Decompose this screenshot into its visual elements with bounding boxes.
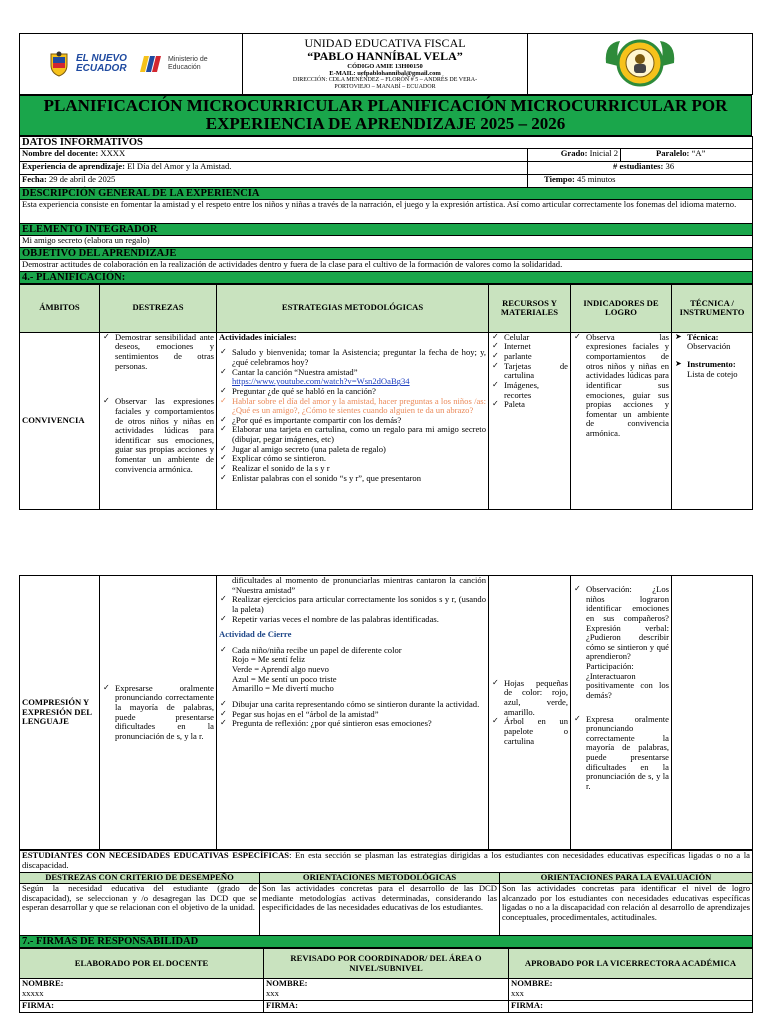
planning-page-1 [19,33,752,510]
title-table [19,95,752,136]
fecha-row [20,174,528,187]
cierre-heading: Actividad de Cierre [219,629,292,640]
instrumento-item [674,360,750,379]
nombre-label: NOMBRE: [22,978,64,989]
nombre-value: xxxxx [22,987,44,998]
cierre-color-verde: Verde = Aprendí algo nuevo [232,664,329,674]
school-type: UNIDAD EDUCATIVA FISCAL [304,35,466,50]
estrategia-item: ✓ Jugar al amigo secreto (una paleta de regalo) [219,445,486,455]
estrategia-item: ✓ Enlistar palabras con el sonido “s y r”, que presentaron [219,474,486,484]
estrategia-continuation: dificultades al momento de pronunciarlas mientras cantaron la canción “Nuestra amistad” [232,575,486,595]
logo-ecuador-text: EL NUEVO ECUADOR [76,53,127,74]
estrategias-convivencia [217,332,489,509]
planificacion-header-row [20,284,753,332]
fecha-label: Fecha: [22,173,47,184]
cierre-color-rojo: Rojo = Me sentí feliz [232,654,306,665]
school-seal-cell [528,34,753,95]
col-recursos: RECURSOS Y MATERIALES [489,284,571,332]
docente-row [20,148,528,161]
tecnica-value: Observación [687,341,731,352]
estrategia-item: ✓ Pregunta de reflexión: ¿por qué sintieron esas emociones? [219,719,486,729]
estrategias-lenguaje [217,576,489,850]
estrategia-item-highlight: ✓ Hablar sobre el día del amor y la amistad, hacer preguntas a los niños /as: ¿Qué es un amigo?, ¿Cómo te sientes cuando alguien te da un abrazo? [219,397,486,416]
col-tecnica: TÉCNICA / INSTRUMENTO [672,284,753,332]
nee-col-evaluacion: ORIENTACIONES PARA LA EVALUACIÓN [500,873,753,884]
paralelo-value: “A” [691,147,706,158]
experiencia-value: El Día del Amor y la Amistad. [127,160,232,171]
planning-page-2 [19,575,752,1013]
estrategia-item: ✓ Dibujar una carita representando cómo se sintieron durante la actividad. [219,700,486,710]
estrategia-item [219,368,486,387]
recurso-item: ✓ Paleta [491,400,568,410]
tecnica-convivencia [672,332,753,509]
nee-text-destrezas: Según la necesidad educativa del estudiante (grado de discapacidad), se seleccionan y /o desagregan las DCD que se esperan desarrollar y que se relacionan con el objetivo de la unidad. [20,884,260,936]
firmas-heading: 7.- FIRMAS DE RESPONSABILIDAD [20,936,753,948]
estrategia-item: ✓ ¿Por qué es importante compartir con los demás? [219,416,486,426]
recurso-item: ✓ Imágenes, recortes [491,381,568,400]
indicadores-convivencia [571,332,672,509]
cierre-intro: ✓ Cada niño/niña recibe un papel de diferente color [232,644,402,655]
recurso-item: ✓ parlante [491,352,568,362]
header-table [19,33,753,95]
planificacion-row-convivencia [20,332,753,509]
experiencia-row [20,161,528,174]
datos-heading: DATOS INFORMATIVOS [20,136,753,148]
recurso-item: ✓ Celular [491,333,568,343]
docente-value: XXXX [100,147,126,158]
docente-label: Nombre del docente: [22,147,99,158]
estudiantes-cell [528,161,753,174]
school-seal-icon [600,37,680,89]
grado-value: Inicial 2 [589,147,618,158]
indicador-item: ✓ Observa las expresiones faciales y comportamientos de otros niños y niñas en actividades lúdicas para identificar sus emociones, guiar sus propias acciones y fomentar un ambiente de convivencia armónica. [573,333,669,439]
firma-col-vicerrectora: APROBADO POR LA VICERRECTORA ACADÉMICA [509,949,753,979]
tiempo-cell [528,174,753,187]
tiempo-label: Tiempo: [544,173,575,184]
destrezas-convivencia [100,332,217,509]
school-name: “PABLO HANNÍBAL VELA” [307,48,463,63]
destreza-item: ✓ Observar las expresiones faciales y comportamientos de otros niños y niñas en actividades lúdicas para identificar sus emociones, guiar sus propias acciones y fomentar un ambiente de convivencia armónica. [102,397,214,474]
recurso-item: ✓ Árbol en un papelote o cartulina [491,717,568,746]
ministry-logo-cell [20,34,243,95]
school-info-cell [243,34,528,95]
recurso-item: ✓ Internet [491,342,568,352]
ambito-convivencia: CONVIVENCIA [20,332,100,509]
school-amie: CÓDIGO AMIE 13H00150 [347,62,423,70]
planificacion-heading: 4.- PLANIFICACIÓN: [20,271,753,283]
estrategia-item: ✓ Saludo y bienvenida; tomar la Asistencia; preguntar la fecha de hoy; y, ¿qué celebramos hoy? [219,348,486,367]
grado-cell [528,148,621,161]
objetivo-heading: OBJETIVO DEL APRENDIZAJE [20,247,753,259]
paralelo-label: Paralelo: [656,147,690,158]
nee-col-orientaciones: ORIENTACIONES METODOLÓGICAS [260,873,500,884]
estrategia-item: ✓ Repetir varias veces el nombre de las palabras identificadas. [219,615,486,625]
nee-heading [20,851,753,873]
estrategia-item: ✓ Explicar cómo se sintieron. [219,454,486,464]
ambito-lenguaje: COMPRESIÓN Y EXPRESIÓN DEL LENGUAJE [20,576,100,850]
cierre-color-amarillo: Amarillo = Me divertí mucho [232,683,334,694]
ministry-text: Ministerio de Educación [168,55,208,71]
nee-table [19,850,753,948]
estrategia-item: ✓ Elaborar una tarjeta en cartulina, como un regalo para mi amigo secreto (dibujar, pegar imágenes, etc) [219,425,486,444]
tecnica-lenguaje [672,576,753,850]
estudiantes-label: # estudiantes: [613,160,664,171]
estudiantes-value: 36 [665,160,675,171]
firmas-table [19,948,753,1013]
indicadores-lenguaje [571,576,672,850]
nombre-value: xxx [511,987,524,998]
destreza-item: ✓ Demostrar sensibilidad ante deseos, emociones y sentimientos de otras personas. [102,333,214,372]
youtube-link[interactable]: https://www.youtube.com/watch?v=Wsn2dOaBg34 [232,376,410,387]
firma-col-docente: ELABORADO POR EL DOCENTE [20,949,264,979]
recurso-item: ✓ Hojas pequeñas de color: rojo, azul, verde, amarillo. [491,679,568,718]
elemento-text: Mi amigo secreto (elabora un regalo) [20,235,753,247]
nombre-label: NOMBRE: [511,978,553,989]
nee-text-orientaciones: Son las actividades concretas para el desarrollo de las DCD mediante metodologías activas determinadas, considerando las especificidades de las necesidades educativas de los estudiantes. [260,884,500,936]
firma-label-coordinador: FIRMA: [264,1001,509,1013]
ministry-logo [22,51,240,77]
indicador-item: ✓ Observación: ¿Los niños lograron identificar emociones en sus compañeros? Expresión verbal: ¿Pudieron describir cómo se sintieron y qué aprendieron? Participación: ¿Interactuaron positivamente con los demás? [573,585,669,701]
ecuador-coat-of-arms-icon [48,51,70,77]
firma-nombre-vicerrectora [509,979,753,1001]
firma-col-coordinador: REVISADO POR COORDINADOR/ DEL ÁREA O NIVEL/SUBNIVEL [264,949,509,979]
recursos-convivencia [489,332,571,509]
recursos-lenguaje [489,576,571,850]
nee-heading-bold: ESTUDIANTES CON NECESIDADES EDUCATIVAS ESPECÍFICAS [22,850,290,860]
firma-label-docente: FIRMA: [20,1001,264,1013]
descripcion-text: Esta experiencia consiste en fomentar la amistad y el respeto entre los niños y niñas a través de la narración, el juego y la expresión artística. Así como articular correctamente los fonemas del idioma materno. [20,199,753,223]
col-destrezas: DESTREZAS [100,284,217,332]
descripcion-heading: DESCRIPCIÓN GENERAL DE LA EXPERIENCIA [20,187,753,199]
fecha-value: 29 de abril de 2025 [48,173,116,184]
song-text: Cantar la canción “Nuestra amistad” [232,366,358,377]
grado-label: Grado: [560,147,588,158]
datos-informativos-table [19,136,753,284]
estrategia-item: ✓ Realizar ejercicios para articular correctamente los sonidos s y r, (usando la paleta) [219,595,486,614]
estrategia-item: ✓ Pegar sus hojas en el “árbol de la amistad” [219,710,486,720]
estrategia-item: ✓ Realizar el sonido de la s y r [219,464,486,474]
experiencia-label: Experiencia de aprendizaje: [22,160,125,171]
nombre-value: xxx [266,987,279,998]
elemento-heading: ELEMENTO INTEGRADOR [20,223,753,235]
recurso-item: ✓ Tarjetas de cartulina [491,362,568,381]
actividades-iniciales-heading: Actividades iniciales: [219,331,297,342]
nee-heading-text: : En esta sección se plasman las estrategias dirigidas a los estudiantes con necesidades educativas específicas ligadas o no a la discapacidad. [22,850,750,870]
destrezas-lenguaje [100,576,217,850]
cierre-item [219,646,486,694]
planificacion-table-continued [19,575,753,850]
nee-text-evaluacion: Son las actividades concretas para identificar el nivel de logro alcanzado por los estudiantes con necesidades educativas específicas ligadas o no a la discapacidad con relación al desarrollo de aprendizajes conceptuales, procedimentales, actitudinales. [500,884,753,936]
firma-label-vicerrectora: FIRMA: [509,1001,753,1013]
tecnica-item [674,333,750,352]
firma-nombre-docente [20,979,264,1001]
planificacion-table [19,284,753,510]
instrumento-label: Instrumento: [687,359,736,370]
flag-stripes-icon [140,56,162,72]
school-address: DIRECCIÓN: CDLA MENÉNDEZ – FLORÓN # 5 – ANDRÉS DE VERA-PORTOVIEJO – MANABÍ – ECUADOR [292,77,478,91]
planificacion-row-lenguaje [20,576,753,850]
destreza-item: ✓ Expresarse oralmente pronunciando correctamente la mayoría de palabras, puede presentarse dificultades en la pronunciación de s, y la r. [102,684,214,742]
indicador-item: ✓ Expresa oralmente pronunciando correctamente la mayoría de palabras, puede presentarse dificultades en la pronunciación de s, y la r. [573,715,669,792]
nee-col-destrezas: DESTREZAS CON CRITERIO DE DESEMPEÑO [20,873,260,884]
cierre-color-azul: Azul = Me sentí un poco triste [232,673,337,684]
paralelo-cell [621,148,753,161]
nombre-label: NOMBRE: [266,978,308,989]
school-email: E-MAIL: uefpablohannibal@gmail.com [329,70,441,77]
col-ambitos: ÁMBITOS [20,284,100,332]
col-estrategias: ESTRATEGIAS METODOLÓGICAS [217,284,489,332]
page-title: PLANIFICACIÓN MICROCURRICULAR PLANIFICACIÓN MICROCURRICULAR POR EXPERIENCIA DE APRENDIZAJE 2025 – 2026 [20,96,752,136]
tiempo-value: 45 minutos [577,173,616,184]
col-indicadores: INDICADORES DE LOGRO [571,284,672,332]
estrategia-item: ✓ Preguntar ¿de qué se habló en la canción? [219,387,486,397]
tecnica-label: Técnica: [687,331,719,342]
firma-nombre-coordinador [264,979,509,1001]
objetivo-text: Demostrar actitudes de colaboración en la realización de actividades dentro y fuera de la clase para el cultivo de la formación de valores como la solidaridad. [20,259,753,271]
instrumento-value: Lista de cotejo [687,368,738,379]
